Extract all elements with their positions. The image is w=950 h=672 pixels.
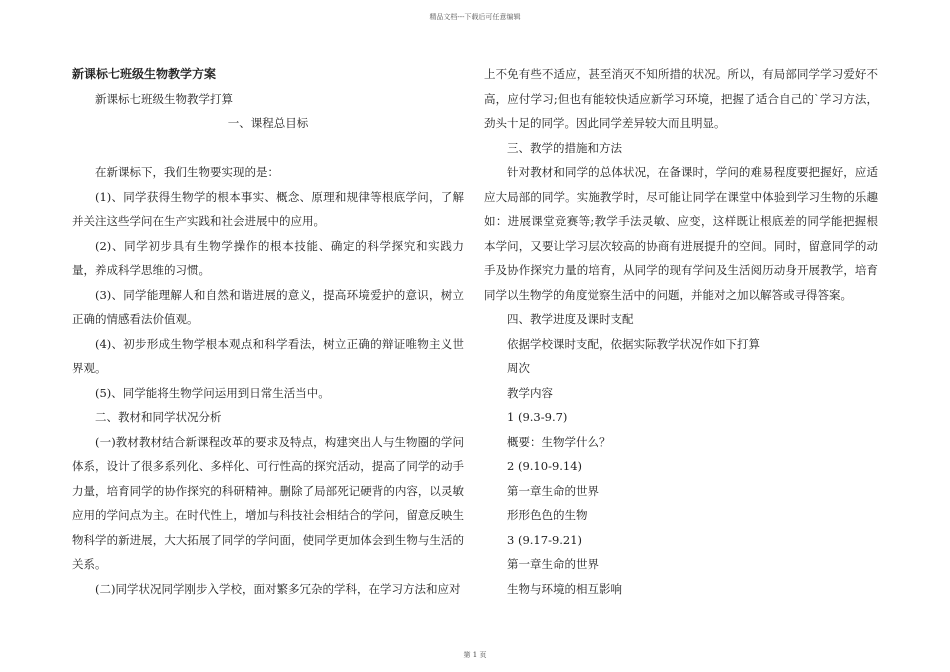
week-1: 1 (9.3-9.7) (507, 410, 568, 424)
page-header: 精品文档---下载后可任意编辑 (429, 13, 521, 21)
week-3-topic-1: 第一章生命的世界 (507, 557, 599, 571)
right-column (484, 62, 878, 601)
schedule-intro: 依据学校课时支配，依据实际教学状况作如下打算 (507, 336, 760, 351)
week-3: 3 (9.17-9.21) (507, 532, 583, 547)
week-3-topic-2: 生物与环境的相互影响 (507, 581, 622, 596)
goal-5: (5)、同学能将生物学问运用到日常生活当中。 (95, 385, 330, 400)
page-footer: 第 1 页 (463, 651, 487, 659)
content-label: 教学内容 (507, 385, 553, 400)
methods-paragraph: 针对教材和同学的总体状况，在备课时，学问的难易程度要把握好，应适应大局部的同学。实施教学时，尽可能让同学在课堂中体验到学习生物的乐趣如：进展课堂竞赛等;教学手法灵敏、应变，这样既让根底差的同学能把握根本学问，又要让学习层次较高的协商有进展提升的空间。同时，留意同学的动手及协作探究力量的培育，从同学的现有学问及生活阅历动身开展教学，培育同学以生物学的角度觉察生活中的问题，并能对之加以解答或寻得答案。 (484, 165, 878, 302)
blank-line (72, 136, 464, 161)
goal-3: (3)、同学能理解人和自然和谐进展的意义，提高环境爱护的意识，树立正确的情感看法价值观。 (72, 287, 464, 326)
goal-4: (4)、初步形成生物学根本观点和科学看法，树立正确的辩证唯物主义世界观。 (72, 336, 464, 375)
week-label: 周次 (507, 361, 530, 375)
intro-paragraph: 在新课标下，我们生物要实现的是： (95, 165, 279, 179)
textbook-paragraph: (一)教材教材结合新课程改革的要求及特点，构建突出人与生物圈的学问体系，设计了很多系列化、多样化、可行性高的探究活动，提高了同学的动手力量，培育同学的协作探究的科研精神。删除了局部死记硬背的内容，以灵敏应用的学问点为主。在时代性上，增加与科技社会相结合的学问，留意反映生物科学的新进展，大大拓展了同学的学问面，使同学更加体会到生物与生活的关系。 (72, 434, 464, 571)
goal-1: (1)、同学获得生物学的根本事实、概念、原理和规律等根底学问，了解并关注这些学问在生产实践和社会进展中的应用。 (72, 189, 464, 228)
section-heading-2: 二、教材和同学状况分析 (95, 410, 222, 424)
section-heading-4: 四、教学进度及课时支配 (507, 312, 634, 326)
students-paragraph: (二)同学状况同学刚步入学校，面对繁多冗杂的学科，在学习方法和应对 (95, 581, 461, 596)
week-1-topic: 概要：生物学什么？ (507, 434, 611, 449)
document-title: 新课标七班级生物教学方案 (72, 67, 217, 81)
section-heading-1: 一、课程总目标 (227, 116, 309, 130)
goal-2: (2)、同学初步具有生物学操作的根本技能、确定的科学探究和实践力量，养成科学思维的习惯。 (72, 238, 464, 277)
left-column (72, 62, 464, 601)
section-heading-3: 三、教学的措施和方法 (507, 140, 622, 155)
week-2-topic-1: 第一章生命的世界 (507, 483, 599, 498)
document-subtitle: 新课标七班级生物教学打算 (95, 91, 233, 106)
continued-paragraph: 上不免有些不适应，甚至消灭不知所措的状况。所以，有局部同学学习爱好不高，应付学习;但也有能较快适应新学习环境，把握了适合自己的`学习方法，劲头十足的同学。因此同学差异较大而且明显。 (484, 67, 878, 130)
week-2-topic-2: 形形色色的生物 (507, 508, 588, 522)
week-2: 2 (9.10-9.14) (507, 459, 583, 473)
